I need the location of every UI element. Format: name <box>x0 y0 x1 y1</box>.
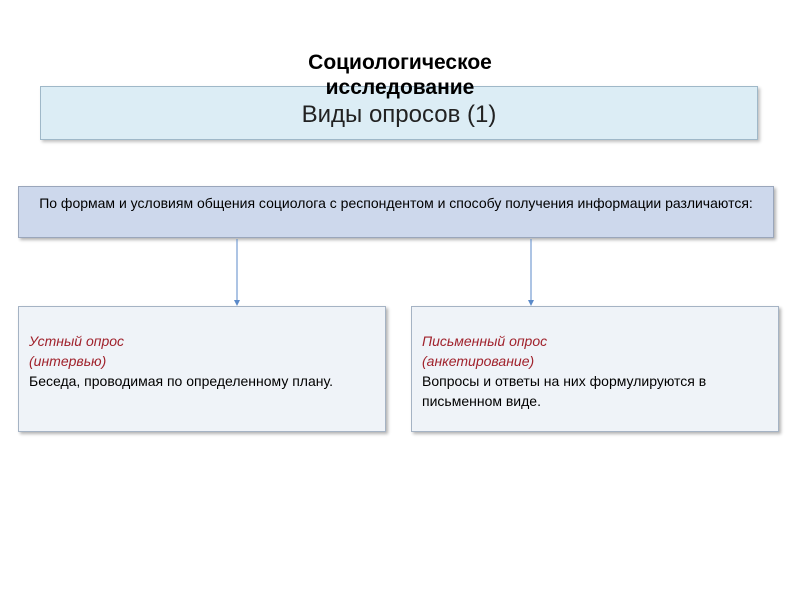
child-node-heading-sub: (интервью) <box>29 353 107 369</box>
root-node <box>18 186 774 238</box>
child-node-description: Беседа, проводимая по определенному плану. <box>29 373 333 389</box>
slide-supertitle: Социологическое исследование <box>308 51 492 99</box>
child-node-description: Вопросы и ответы на них формулируются в письменном виде. <box>422 373 707 409</box>
slide-title: Виды опросов (1) <box>301 101 497 128</box>
child-node-heading: Устный опрос <box>29 333 125 349</box>
child-node-written-survey <box>411 306 779 432</box>
child-node-heading: Письменный опрос <box>422 333 548 349</box>
child-node-oral-survey <box>18 306 386 432</box>
root-node-text: По формам и условиям общения социолога с респондентом и способу получения информации различаются: <box>39 195 753 211</box>
child-node-heading-sub: (анкетирование) <box>422 353 535 369</box>
